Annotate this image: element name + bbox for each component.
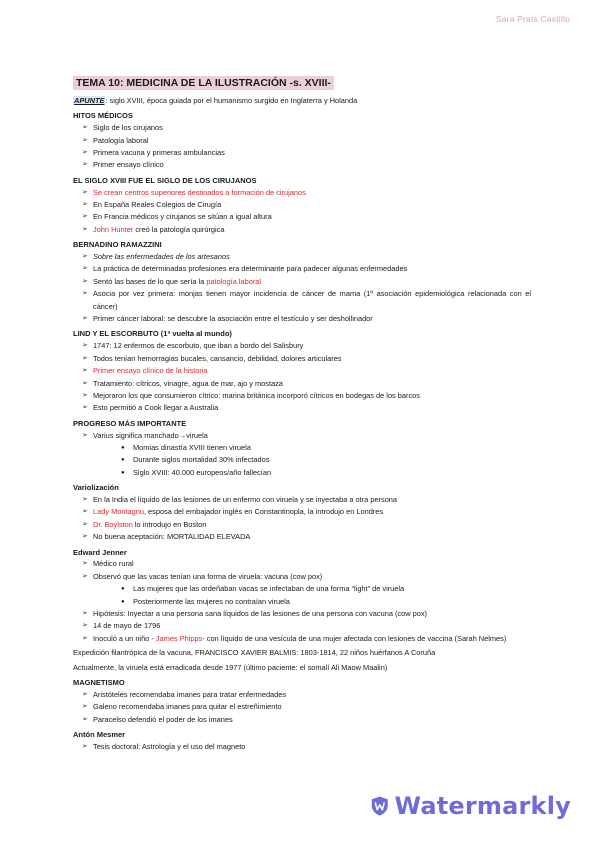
list-item: ➢ Aristóteles recomendaba imanes para tratar enfermedades xyxy=(73,689,533,701)
list-item: ➢ Asocia por vez primera: monjas tienen mayor incidencia de cáncer de mama (1º asociación epidemiológica relacionada con el cáncer) xyxy=(73,288,533,313)
list-item: ➢ Primer cáncer laboral: se descubre la asociación entre el testículo y ser deshollinador xyxy=(73,313,533,325)
list-item: ➢ Galeno recomendaba imanes para quitar el estreñimiento xyxy=(73,701,533,713)
list-item: ➢ Esto permitió a Cook llegar a Australia xyxy=(73,402,533,414)
list-item: ➢ 14 de mayo de 1796 xyxy=(73,620,533,632)
section-heading-lind: LIND Y EL ESCORBUTO (1ª vuelta al mundo) xyxy=(73,329,232,339)
list-item: ➢ Paracelso defendió el poder de los imanes xyxy=(73,714,533,726)
item-text: Sentó las bases de lo que sería la xyxy=(93,276,207,286)
list-item: ➢ Se crean centros superiores destinados a formación de cirujanos xyxy=(73,187,533,199)
shield-icon xyxy=(371,792,389,820)
list-item xyxy=(73,276,533,288)
watermark xyxy=(371,789,571,823)
list-item: ➢ Observó que las vacas tenían una forma de viruela: vacuna (cow pox) xyxy=(73,571,533,583)
section-heading-ramazzini: BERNADINO RAMAZZINI xyxy=(73,240,162,250)
paragraph-actualmente: Actualmente, la viruela está erradicada desde 1977 (último paciente: el somalí Ali Maow Maalin) xyxy=(73,662,388,672)
item-text: lo introdujo en Boston xyxy=(132,519,207,529)
sub-list-item: ● Durante siglos mortalidad 30% infectados xyxy=(73,454,533,466)
highlight-name: Dr. Boylston xyxy=(93,519,133,529)
apunte-line xyxy=(73,95,533,107)
item-text: , esposa del embajador inglés en Constantinopla, la introdujo en Londres xyxy=(143,507,384,517)
list-item: ➢ Todos tenían hemorragias bucales, cansancio, debilidad, dolores articulares xyxy=(73,353,533,365)
section-heading-variolizacion: Variolización xyxy=(73,483,119,493)
author-name: Sara Prats Castillo xyxy=(495,14,570,24)
list-item: ➢ No buena aceptación: MORTALIDAD ELEVADA xyxy=(73,531,533,543)
sub-list-item: ● Siglo XVIII: 40.000 europeos/año fallecían xyxy=(73,467,533,479)
paragraph-expedicion: Expedición filantrópica de la vacuna, FRANCISCO XAVIER BALMIS: 1803-1814, 22 niños huérfanos A Coruña xyxy=(73,648,436,658)
sub-list-item: ● Posteriormente las mujeres no contraían viruela xyxy=(73,596,533,608)
highlight-name: John Hunter xyxy=(93,224,134,234)
sub-list-item: ● Momias dinastía XVIII tienen viruela xyxy=(73,442,533,454)
list-item: ➢ Tratamiento: cítricos, vinagre, agua de mar, ajo y mostaza xyxy=(73,378,533,390)
watermark-text: Watermarkly xyxy=(394,792,571,820)
list-item xyxy=(73,633,533,645)
section-heading-mesmer: Antón Mesmer xyxy=(73,730,126,740)
section-heading-jenner: Edward Jenner xyxy=(73,547,127,557)
list-item xyxy=(73,506,533,518)
highlight-name: Lady Montagnu xyxy=(93,507,144,517)
list-item: ➢ Mejoraron los que consumieron cítrico: marina británica incorporó cítricos en bodegas de los barcos xyxy=(73,390,533,402)
section-heading-cirujanos: EL SIGLO XVIII FUE EL SIGLO DE LOS CIRUJANOS xyxy=(73,175,257,185)
list-item: ➢ Siglo de los cirujanos xyxy=(73,122,533,134)
list-item: ➢ Primer ensayo clínico xyxy=(73,159,533,171)
list-item: ➢ En la India el líquido de las lesiones de un enfermo con viruela y se inyectaba a otra persona xyxy=(73,494,533,506)
list-item: ➢ Varius significa manchado→viruela xyxy=(73,430,533,442)
list-item xyxy=(73,224,533,236)
list-item: ➢ Sobre las enfermedades de los artesanos xyxy=(73,251,533,263)
apunte-label: APUNTE xyxy=(74,96,105,105)
page-title: TEMA 10: MEDICINA DE LA ILUSTRACIÓN -s. XVIII- xyxy=(73,76,334,90)
list-item xyxy=(73,519,533,531)
list-item: ➢ En Francia médicos y cirujanos se sitúan a igual altura xyxy=(73,211,533,223)
sub-list-item: ● Las mujeres que las ordeñaban vacas se infectaban de una forma “light” de viruela xyxy=(73,583,533,595)
section-heading-magnetismo: MAGNETISMO xyxy=(73,678,125,688)
document-page xyxy=(73,73,533,753)
item-text: - con líquido de una vesícula de una mujer afectada con lesiones de vaccina (Sarah Nelmes) xyxy=(202,633,507,643)
section-heading-progreso: PROGRESO MÁS IMPORTANTE xyxy=(73,418,187,428)
list-item: ➢ La práctica de determinadas profesiones era determinante para padecer algunas enfermedades xyxy=(73,263,533,275)
list-item: ➢ Tesis doctoral: Astrología y el uso del magneto xyxy=(73,741,533,753)
list-item: ➢ Primera vacuna y primeras ambulancias xyxy=(73,147,533,159)
apunte-text: : siglo XVIII, época guiada por el humanismo surgido en Inglaterra y Holanda xyxy=(105,96,358,105)
list-item: ➢ Médico rural xyxy=(73,558,533,570)
list-item: ➢ Primer ensayo clínico de la historia xyxy=(73,365,533,377)
item-text: creó la patología quirúrgica xyxy=(133,224,225,234)
list-item: ➢ Patología laboral xyxy=(73,135,533,147)
list-item: ➢ En España Reales Colegios de Cirugía xyxy=(73,199,533,211)
section-heading-hitos: HITOS MÉDICOS xyxy=(73,111,133,121)
highlight-name: James Phipps xyxy=(155,633,203,643)
item-text: Inoculó a un niño - xyxy=(93,633,156,643)
list-item: ➢ Hipótesis: Inyectar a una persona sana líquidos de las lesiones de una persona con vacuna (cow pox) xyxy=(73,608,533,620)
list-item: ➢ 1747: 12 enfermos de escorbuto, que iban a bordo del Salisbury xyxy=(73,340,533,352)
highlight-term: patología laboral xyxy=(206,276,262,286)
